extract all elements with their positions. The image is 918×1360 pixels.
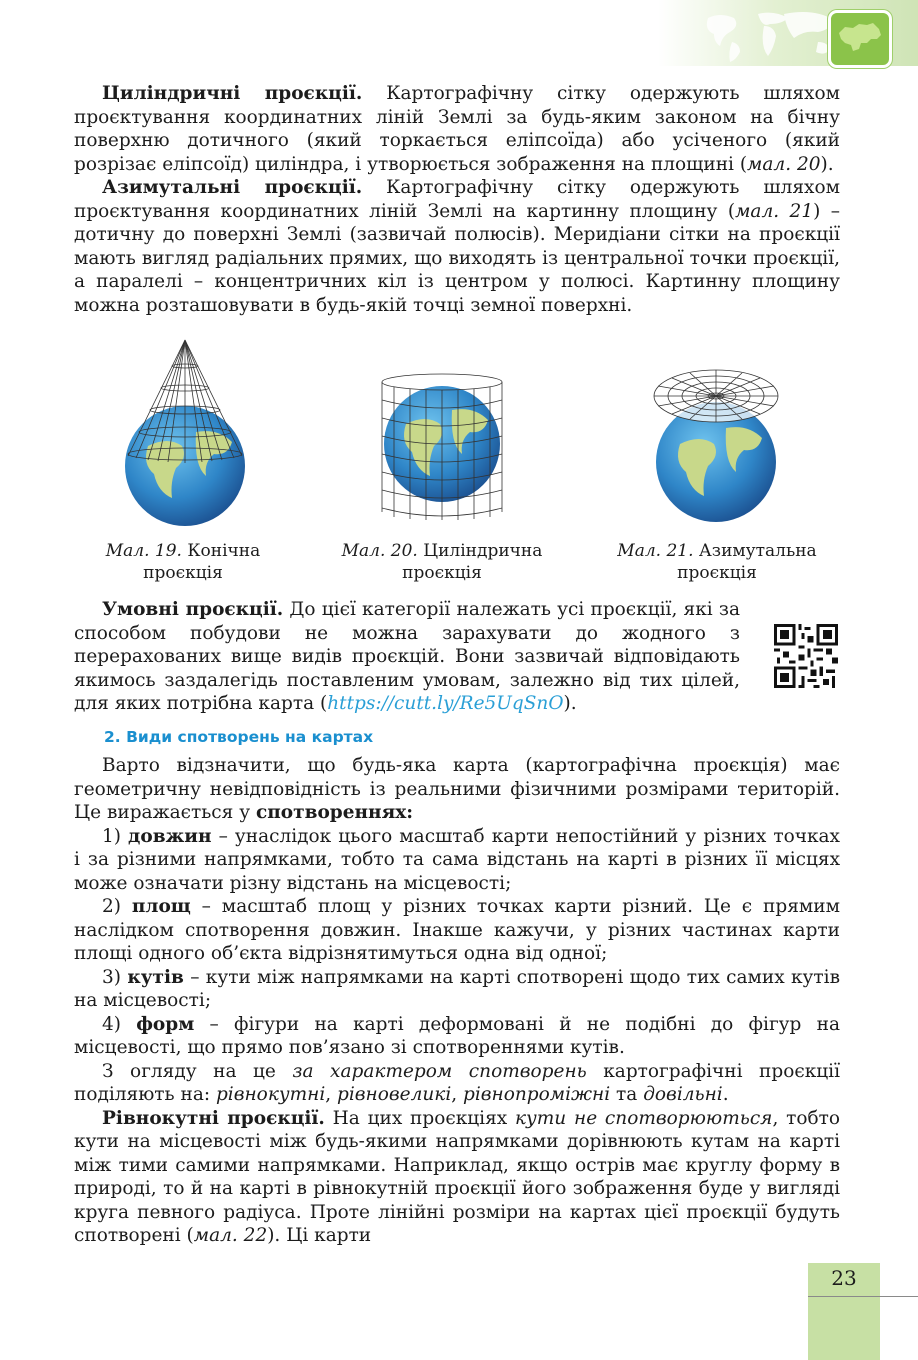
- italic-term: рівновеликі: [337, 1084, 452, 1105]
- caption-text: проєкція: [402, 563, 482, 583]
- bottom-text-block: [74, 754, 840, 1248]
- azimuthal-projection-figure: [652, 364, 784, 534]
- paragraph-intro: [74, 754, 840, 825]
- term-conformal: Рівнокутні проєкції.: [102, 1107, 325, 1129]
- resource-link[interactable]: https://cutt.ly/Re5UqSnO: [327, 693, 564, 714]
- caption-text: Циліндрична: [417, 541, 543, 561]
- caption-fig-19: [92, 540, 274, 584]
- italic-term: рівнопроміжні: [463, 1084, 611, 1105]
- text: До цієї категорії належать усі проєкції, які за способом побудови не можна зарахувати до жодного з перерахованих вище видів проєкцій. Вони зазвичай відповідають якимось заздалегідь поставленим умовам, залежно від тих цілей, для яких потрібна карта (: [74, 599, 740, 714]
- caption-label: Мал. 21.: [617, 541, 694, 561]
- text: На цих проєкціях: [324, 1107, 515, 1129]
- bold-term: кутів: [127, 966, 184, 988]
- text: Варто відзначити, що будь-яка карта (картографічна проєкція) має геометричну невідповідність із реальними фізичними розмірами територій. Це виражається у: [74, 755, 840, 823]
- caption-fig-20: [328, 540, 556, 584]
- term-conditional: Умовні проєкції.: [102, 599, 284, 620]
- top-text-block: [74, 82, 840, 317]
- figure-ref: мал. 21: [735, 200, 814, 222]
- page-number: 23: [831, 1266, 857, 1290]
- caption-label: Мал. 19.: [105, 541, 182, 561]
- text: Картографічну сітку одержують шляхом проєктування координатних ліній Землі за будь-яким законом на бічну поверхню дотичного (який торкається еліпсоїда) або усіченого (який розрізає еліпсоїд) циліндра, і утворюється зображення на площині (: [74, 83, 840, 175]
- text: ) – дотичну до поверхні Землі (зазвичай полюсів). Меридіани сітки на проєкції мають вигляд радіальних прямих, що виходять із центральної точки проєкції, а паралелі – концентричних кіл із центром у полюсі. Картинну площину можна розташовувати в будь-якій точці земної поверхні.: [74, 200, 840, 316]
- text: – унаслідок цього масштаб карти непостійний у різних точках і за різними напрямками, тобто та сама відстань на карті в різних її місцях може означати різну відстань на місцевості;: [74, 825, 840, 894]
- list-number: 2): [102, 896, 132, 917]
- term-cylindrical: Циліндричні проєкції.: [102, 83, 363, 104]
- list-item-areas: [74, 895, 840, 966]
- italic-term: рівнокутні: [215, 1084, 326, 1105]
- paragraph-azimuthal: [74, 176, 840, 317]
- text: З огляду на це: [102, 1060, 293, 1082]
- caption-fig-21: [604, 540, 830, 584]
- ukraine-map-icon: [837, 21, 883, 55]
- bold-term: довжин: [128, 825, 212, 847]
- text: – кути між напрямками на карті спотворені щодо тих самих кутів на місцевості;: [74, 966, 840, 1011]
- caption-text: Конічна: [181, 541, 261, 561]
- text: ).: [563, 693, 577, 714]
- text: картографічні проєкції поділяють на:: [74, 1060, 840, 1105]
- list-item-lengths: [74, 825, 840, 896]
- ukraine-badge: [828, 10, 892, 68]
- section-heading: 2. Види спотворень на картах: [104, 728, 374, 746]
- text: – масштаб площ у різних точках карти різний. Це є прямим наслідком спотворення довжин. Інакше кажучи, у різних частинах карти площі одного об’єкта відрізнятимуться одна від одної;: [74, 896, 840, 964]
- list-number: 3): [102, 966, 128, 988]
- text: .: [722, 1084, 729, 1105]
- bold-term: спотвореннях:: [255, 802, 414, 823]
- caption-text: проєкція: [143, 563, 223, 583]
- page-divider: [808, 1296, 918, 1297]
- text: ,: [325, 1084, 338, 1105]
- text: ). Ці карти: [267, 1225, 372, 1246]
- text: та: [610, 1084, 644, 1105]
- paragraph-conformal: [74, 1107, 840, 1248]
- figure-ref: мал. 22: [193, 1225, 268, 1246]
- italic-term: кути не спотворюються: [514, 1107, 773, 1129]
- bold-term: форм: [136, 1013, 195, 1035]
- paragraph-classification: [74, 1060, 840, 1107]
- text: Картографічну сітку одержують шляхом проєктування координатних ліній Землі на картинну площину (: [74, 177, 840, 222]
- caption-label: Мал. 20.: [341, 541, 418, 561]
- italic-term: довільні: [643, 1084, 723, 1105]
- figure-ref: мал. 20: [747, 153, 821, 175]
- qr-code[interactable]: [774, 624, 838, 688]
- list-item-shapes: [74, 1013, 840, 1060]
- list-number: 4): [102, 1013, 137, 1035]
- list-item-angles: [74, 966, 840, 1013]
- bold-term: площ: [131, 896, 191, 917]
- term-azimuthal: Азимутальні проєкції.: [102, 177, 363, 198]
- text: ,: [451, 1084, 464, 1105]
- paragraph-cylindrical: [74, 82, 840, 176]
- italic-term: за характером спотворень: [292, 1060, 587, 1082]
- paragraph-conditional: [74, 598, 740, 716]
- text: , тобто кути на місцевості між будь-якими напрямками дорівнюють кутам на карті між тими самими напрямками. Наприклад, якщо острів має круглу форму в природі, то й на карті в рівнокутній проєкції його зображення буде у вигляді круга певного радіуса. Проте лінійні розміри на картах цієї проєкції будуть спотворені (: [74, 1107, 840, 1246]
- cylindrical-projection-figure: [380, 372, 504, 520]
- text: – фігури на карті деформовані й не подібні до фігур на місцевості, що прямо пов’язано зі спотвореннями кутів.: [74, 1013, 840, 1058]
- caption-text: проєкція: [677, 563, 757, 583]
- conic-projection-figure: [118, 336, 252, 532]
- text: ).: [820, 153, 834, 175]
- list-number: 1): [102, 825, 129, 847]
- caption-text: Азимутальна: [693, 541, 817, 561]
- conditional-text-block: [74, 598, 740, 716]
